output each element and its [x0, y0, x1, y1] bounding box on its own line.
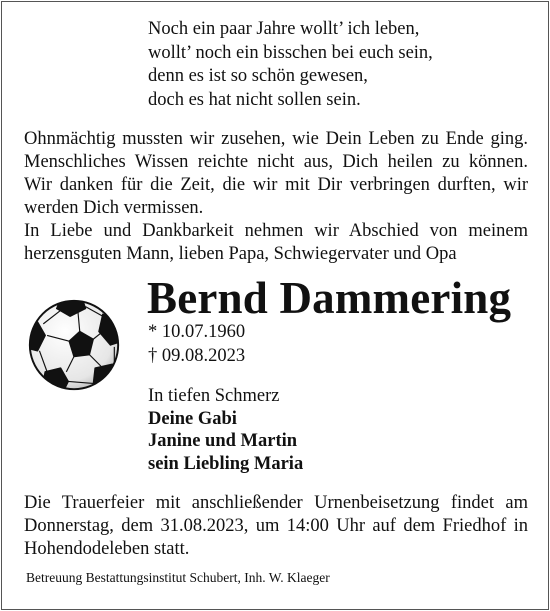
deceased-name: Bernd Dammering [147, 273, 512, 323]
undertaker-credit: Betreuung Bestattungsinstitut Schubert, Inh. W. Klaeger [26, 570, 330, 585]
soccer-ball-icon [26, 297, 122, 393]
message-line: herzensguten Mann, lieben Papa, Schwiegervater und Opa [24, 244, 457, 264]
message-line: Menschliches Wissen reichte nicht aus, Dich heilen zu können. [24, 152, 528, 172]
poem [148, 18, 433, 112]
poem-line: denn es ist so schön gewesen, [148, 66, 368, 86]
message-line: Ohnmächtig mussten wir zusehen, wie Dein Leben zu Ende ging. [24, 129, 528, 149]
service-line: Hohendodeleben statt. [24, 539, 190, 559]
life-dates [148, 320, 245, 368]
message-line: Wir danken für die Zeit, die wir mit Dir verbringen durften, wir [24, 175, 528, 195]
service-line: Die Trauerfeier mit anschließender Urnenbeisetzung findet am [24, 493, 528, 513]
message-line: werden Dich vermissen. [24, 198, 204, 218]
birth-date: * 10.07.1960 [148, 322, 246, 342]
mourners [148, 385, 303, 475]
mourner-name: Janine und Martin [148, 431, 298, 451]
service-line: Donnerstag, dem 31.08.2023, um 14:00 Uhr auf dem Friedhof in [24, 516, 528, 536]
farewell-message [24, 128, 528, 266]
poem-line: Noch ein paar Jahre wollt’ ich leben, [148, 19, 420, 39]
mourner-name: Deine Gabi [148, 408, 237, 429]
poem-line: wollt’ noch ein bisschen bei euch sein, [148, 42, 433, 63]
mourner-name: sein Liebling Maria [148, 453, 304, 474]
message-line: In Liebe und Dankbarkeit nehmen wir Abschied von meinem [24, 221, 528, 241]
mourners-intro: In tiefen Schmerz [148, 386, 280, 406]
poem-line: doch es hat nicht sollen sein. [148, 89, 361, 110]
service-info [24, 492, 528, 561]
death-date: † 09.08.2023 [148, 346, 246, 366]
